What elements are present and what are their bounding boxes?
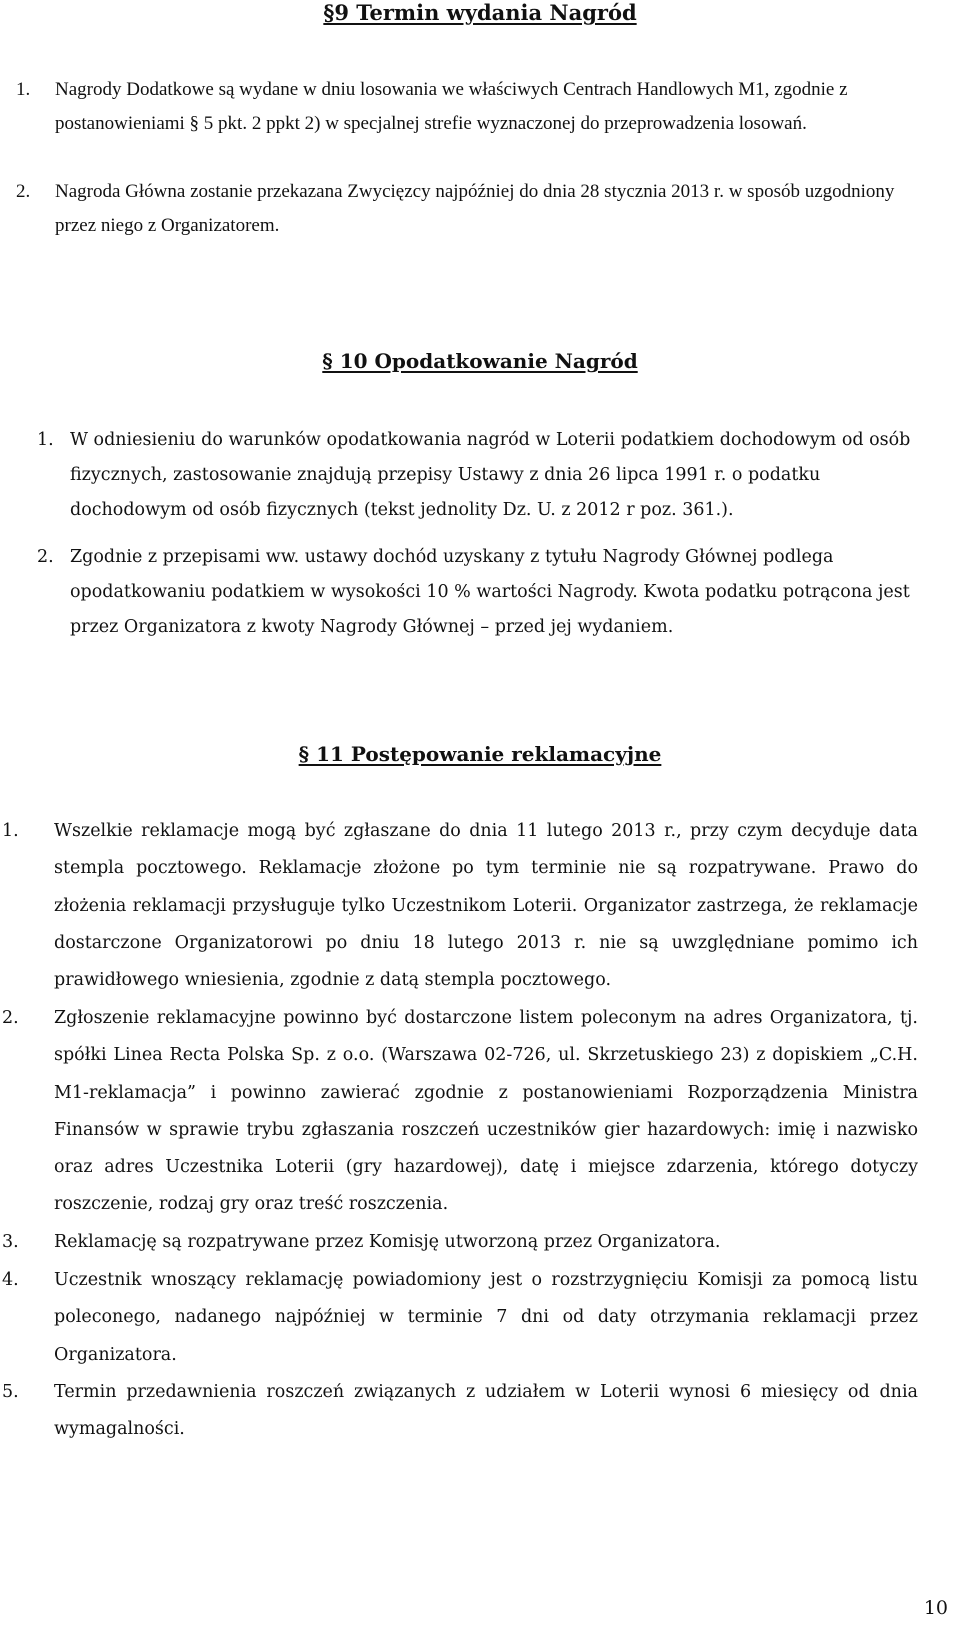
list-item-text: W odniesieniu do warunków opodatkowania nagród w Loterii podatkiem dochodowym od osób fizycznych, zastosowanie znajdują przepisy Ustawy z dnia 26 lipca 1991 r. o podatku dochodowym od osób fizycznych (tekst jednolity Dz. U. z 2012 r poz. 361.).: [70, 430, 911, 520]
section-heading: [0, 740, 960, 768]
list-item: [37, 423, 930, 528]
list-item-text: Zgodnie z przepisami ww. ustawy dochód uzyskany z tytułu Nagrody Głównej podlega opodatkowaniu podatkiem w wysokości 10 % wartości Nagrody. Kwota podatku potrącona jest przez Organizatora z kwoty Nagrody Głównej – przed jej wydaniem.: [70, 547, 910, 637]
list-item: [2, 1224, 918, 1261]
list-item-text: Zgłoszenie reklamacyjne powinno być dostarczone listem poleconym na adres Organizatora, tj. spółki Linea Recta Polska Sp. z o.o. (Warszawa 02-726, ul. Skrzetuskiego 23) z dopiskiem „C.H. M1-reklamacja” i powinno zawierać zgodnie z postanowieniami Rozporządzenia Ministra Finansów w sprawie trybu zgłaszania roszczeń uczestników gier hazardowych: imię i nazwisko oraz adres Uczestnika Loterii (gry hazardowej), datę i miejsce zdarzenia, którego dotyczy roszczenie, rodzaj gry oraz treść roszczenia.: [54, 1008, 918, 1215]
list-item-number: 1.: [16, 79, 31, 100]
list-item-text: Nagroda Główna zostanie przekazana Zwycięzcy najpóźniej do dnia 28 stycznia 2013 r. w sposób uzgodniony przez niego z Organizatorem.: [55, 181, 895, 236]
list-item: [2, 1374, 918, 1449]
list-item-number: 2.: [16, 181, 31, 202]
list-item: [16, 73, 930, 175]
page-number: 10: [923, 1597, 948, 1619]
list-item: [2, 1000, 918, 1225]
list-item-number: 1.: [37, 430, 54, 450]
list-item: [2, 1262, 918, 1374]
list-item-number: 5.: [2, 1382, 19, 1402]
list-item-text: Uczestnik wnoszący reklamację powiadomiony jest o rozstrzygnięciu Komisji za pomocą listu poleconego, nadanego najpóźniej w terminie 7 dni od daty otrzymania reklamacji przez Organizatora.: [54, 1270, 918, 1365]
list-item-number: 3.: [2, 1232, 19, 1252]
section-heading-text: §9 Termin wydania Nagród: [323, 0, 637, 25]
list-item: [2, 813, 918, 1000]
list-item-text: Reklamację są rozpatrywane przez Komisję utworzoną przez Organizatora.: [54, 1232, 721, 1252]
section-heading-text: § 10 Opodatkowanie Nagród: [322, 349, 638, 373]
list-item: [16, 175, 930, 243]
list-item-text: Nagrody Dodatkowe są wydane w dniu losowania we właściwych Centrach Handlowych M1, zgodnie z postanowieniami § 5 pkt. 2 ppkt 2) w specjalnej strefie wyznaczonej do przeprowadzenia losowań.: [55, 79, 848, 134]
section-heading: [0, 347, 960, 375]
section-heading-text: § 11 Postępowanie reklamacyjne: [298, 742, 662, 766]
list-item-number: 2.: [2, 1008, 19, 1028]
list-item-number: 2.: [37, 547, 54, 567]
list-item-number: 1.: [2, 821, 19, 841]
list-item-text: Wszelkie reklamacje mogą być zgłaszane do dnia 11 lutego 2013 r., przy czym decyduje data stempla pocztowego. Reklamacje złożone po tym terminie nie są rozpatrywane. Prawo do złożenia reklamacji przysługuje tylko Uczestnikom Loterii. Organizator zastrzega, że reklamacje dostarczone Organizatorowi po dniu 18 lutego 2013 r. nie są uwzględniane pomimo ich prawidłowego wniesienia, zgodnie z datą stempla pocztowego.: [54, 821, 918, 991]
list-item-text: Termin przedawnienia roszczeń związanych z udziałem w Loterii wynosi 6 miesięcy od dnia wymagalności.: [54, 1382, 918, 1440]
section-heading: [0, 0, 960, 27]
list-item: [37, 540, 930, 645]
list-item-number: 4.: [2, 1270, 19, 1290]
